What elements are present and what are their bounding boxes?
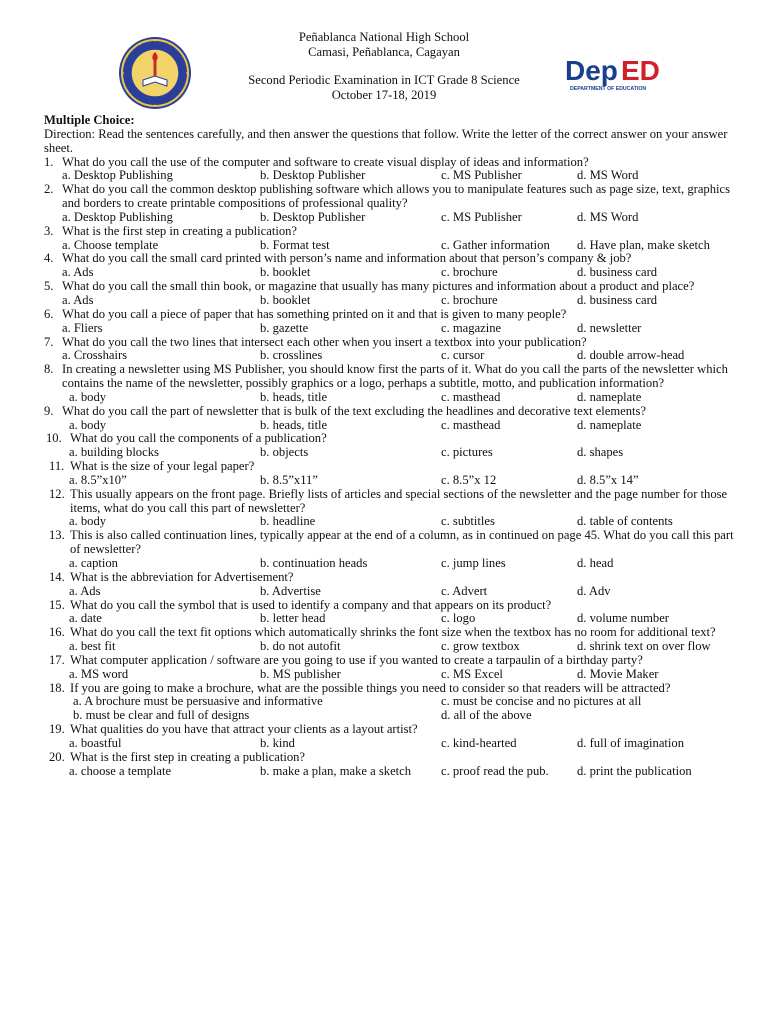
answer-choice: a. Desktop Publishing <box>62 209 173 224</box>
answer-choice: b. Desktop Publisher <box>260 209 366 224</box>
question-text: What do you call the symbol that is used to identify a company and that appears on its product? <box>70 597 552 612</box>
answer-choice: a. caption <box>69 556 118 570</box>
question-item <box>44 682 734 724</box>
answer-choice: c. MS Publisher <box>441 209 522 224</box>
choices-row <box>44 709 734 723</box>
question-item <box>44 529 734 571</box>
choices-row <box>44 695 734 709</box>
answer-choice: c. grow textbox <box>441 639 520 654</box>
choices-row <box>44 322 734 336</box>
question-number: 12. <box>49 486 65 501</box>
school-address: Camasi, Peñablanca, Cagayan <box>308 45 460 59</box>
answer-choice: b. Advertise <box>260 583 321 598</box>
svg-text:DEPARTMENT OF EDUCATION: DEPARTMENT OF EDUCATION <box>570 86 647 92</box>
choices-row <box>44 211 734 225</box>
directions: Direction: Read the sentences carefully, and then answer the questions that follow. Write the letter of the correct answer on your answer sheet. <box>44 126 728 155</box>
answer-choice: a. Desktop Publishing <box>62 168 173 183</box>
question-item <box>44 225 734 253</box>
answer-choice: c. kind-hearted <box>441 735 517 750</box>
answer-choice: d. Adv <box>577 583 611 598</box>
choices-row <box>44 349 734 363</box>
question-item <box>44 336 734 364</box>
choices-row <box>44 446 734 460</box>
question-number: 1. <box>44 154 54 169</box>
choices-row <box>44 737 734 751</box>
answer-choice: c. pictures <box>441 445 493 460</box>
answer-choice: b. 8.5”x11” <box>260 472 318 487</box>
question-number: 4. <box>44 251 54 266</box>
question-list <box>44 156 734 779</box>
choices-row <box>44 515 734 529</box>
answer-choice: d. nameplate <box>577 389 642 404</box>
answer-choice: d. MS Word <box>577 168 639 183</box>
answer-choice: d. MS Word <box>577 209 639 224</box>
question-item <box>44 460 734 488</box>
question-number: 9. <box>44 403 54 418</box>
question-text: What do you call the small thin book, or magazine that usually has many pictures and information about a product and place? <box>62 279 695 294</box>
question-number: 20. <box>49 749 65 764</box>
answer-choice: c. must be concise and no pictures at all <box>441 694 642 709</box>
answer-choice: c. magazine <box>441 320 502 335</box>
svg-text:Dep: Dep <box>565 55 618 86</box>
answer-choice: d. all of the above <box>441 708 532 723</box>
question-text: What is the first step in creating a publication? <box>62 223 298 238</box>
question-item <box>44 599 734 627</box>
answer-choice: d. double arrow-head <box>577 348 685 363</box>
answer-choice: a. MS word <box>69 666 129 681</box>
answer-choice: a. body <box>69 389 107 404</box>
question-item <box>44 156 734 184</box>
question-number: 3. <box>44 223 54 238</box>
answer-choice: a. Fliers <box>62 320 103 335</box>
question-text: What is the abbreviation for Advertisement? <box>70 569 294 584</box>
question-text: What do you call the part of newsletter that is bulk of the text excluding the headlines and decorative text elements? <box>62 403 647 418</box>
question-number: 10. <box>46 431 62 446</box>
answer-choice: b. continuation heads <box>260 556 368 570</box>
answer-choice: b. letter head <box>260 611 326 626</box>
answer-choice: d. shapes <box>577 445 624 460</box>
answer-choice: b. objects <box>260 445 309 460</box>
question-number: 11. <box>49 459 65 474</box>
answer-choice: a. best fit <box>69 639 116 654</box>
answer-choice: b. do not autofit <box>260 639 341 654</box>
answer-choice: a. body <box>69 417 107 432</box>
question-number: 19. <box>49 722 65 737</box>
question-number: 13. <box>49 528 65 543</box>
answer-choice: c. MS Excel <box>441 666 503 681</box>
answer-choice: a. building blocks <box>69 445 159 460</box>
answer-choice: a. Crosshairs <box>62 348 128 363</box>
question-item <box>44 751 734 779</box>
choices-row <box>44 419 734 433</box>
answer-choice: a. body <box>69 514 107 529</box>
question-text: What do you call a piece of paper that has something printed on it and that is given to many people? <box>62 306 567 321</box>
answer-choice: b. kind <box>260 735 295 750</box>
answer-choice: b. MS publisher <box>260 666 341 681</box>
question-number: 2. <box>44 182 54 197</box>
question-number: 5. <box>44 279 54 294</box>
question-number: 14. <box>49 569 65 584</box>
deped-logo <box>565 53 669 93</box>
question-text: What do you call the two lines that intersect each other when you insert a textbox into your publication? <box>62 334 587 349</box>
question-item <box>44 654 734 682</box>
answer-choice: a. Ads <box>62 292 94 307</box>
question-item <box>44 363 734 405</box>
choices-row <box>44 266 734 280</box>
question-item <box>44 723 734 751</box>
question-text: This is also called continuation lines, typically appear at the end of a column, as in continued on page 45. What do you call this part of newsletter? <box>70 528 734 557</box>
answer-choice: d. full of imagination <box>577 735 685 750</box>
answer-choice: a. A brochure must be persuasive and informative <box>73 694 323 709</box>
choices-row <box>44 239 734 253</box>
answer-choice: b. booklet <box>260 292 311 307</box>
question-text: What computer application / software are you going to use if you wanted to create a tarpaulin of a birthday party? <box>70 652 643 667</box>
answer-choice: b. must be clear and full of designs <box>73 708 250 723</box>
answer-choice: d. Have plan, make sketch <box>577 237 710 252</box>
answer-choice: b. Format test <box>260 237 330 252</box>
answer-choice: d. business card <box>577 265 658 280</box>
question-item <box>44 432 734 460</box>
question-item <box>44 571 734 599</box>
question-text: What do you call the use of the computer and software to create visual display of ideas and information? <box>62 154 589 169</box>
question-item <box>44 626 734 654</box>
answer-choice: b. gazette <box>260 320 309 335</box>
choices-row <box>44 557 734 571</box>
answer-choice: c. subtitles <box>441 514 495 529</box>
choices-row <box>44 668 734 682</box>
answer-choice: b. heads, title <box>260 417 328 432</box>
question-text: What do you call the small card printed with person’s name and information about that person’s company & job? <box>62 251 632 266</box>
question-text: What do you call the common desktop publishing software which allows you to manipulate features such as page size, text, graphics and borders to create printable compositions of professional quality? <box>62 182 730 211</box>
answer-choice: b. Desktop Publisher <box>260 168 366 183</box>
choices-row <box>44 391 734 405</box>
choices-row <box>44 585 734 599</box>
answer-choice: a. Ads <box>69 583 101 598</box>
exam-date: October 17-18, 2019 <box>331 88 437 102</box>
question-number: 18. <box>49 680 65 695</box>
answer-choice: c. masthead <box>441 417 501 432</box>
answer-choice: a. Choose template <box>62 237 159 252</box>
answer-choice: b. crosslines <box>260 348 323 363</box>
question-item <box>44 252 734 280</box>
answer-choice: c. MS Publisher <box>441 168 522 183</box>
answer-choice: c. logo <box>441 611 476 626</box>
question-text: This usually appears on the front page. Briefly lists of articles and special sections of the newsletter and the page number for those items, what do you call this part of newsletter? <box>70 486 728 515</box>
question-number: 15. <box>49 597 65 612</box>
school-name: Peñablanca National High School <box>298 30 470 44</box>
section-title: Multiple Choice: <box>44 113 135 127</box>
question-item <box>44 308 734 336</box>
answer-choice: c. brochure <box>441 265 498 280</box>
question-item <box>44 405 734 433</box>
question-text: What is the first step in creating a publication? <box>70 749 306 764</box>
answer-choice: d. 8.5”x 14” <box>577 472 639 487</box>
question-number: 16. <box>49 625 65 640</box>
exam-title: Second Periodic Examination in ICT Grade 8 Science <box>248 73 520 87</box>
answer-choice: d. table of contents <box>577 514 673 529</box>
answer-choice: b. booklet <box>260 265 311 280</box>
answer-choice: a. 8.5”x10” <box>69 472 127 487</box>
question-text: What do you call the text fit options which automatically shrinks the font size when the textbox has no room for additional text? <box>70 625 716 640</box>
exam-content <box>44 114 734 779</box>
question-text: What is the size of your legal paper? <box>70 459 255 474</box>
question-item <box>44 280 734 308</box>
answer-choice: d. nameplate <box>577 417 642 432</box>
answer-choice: c. Gather information <box>441 237 550 252</box>
choices-row <box>44 612 734 626</box>
answer-choice: c. proof read the pub. <box>441 763 549 778</box>
answer-choice: d. print the publication <box>577 763 692 778</box>
answer-choice: a. boastful <box>69 735 122 750</box>
answer-choice: c. Advert <box>441 583 488 598</box>
answer-choice: a. date <box>69 611 102 626</box>
answer-choice: d. business card <box>577 292 658 307</box>
answer-choice: d. newsletter <box>577 320 642 335</box>
question-text: In creating a newsletter using MS Publisher, you should know first the parts of it. What do you call the parts of the newsletter which contains the name of the newsletter, possibly graphics or a logo, perhaps a subtitle, motto, and publication information? <box>62 362 728 391</box>
question-item <box>44 183 734 225</box>
question-number: 6. <box>44 306 54 321</box>
answer-choice: b. headline <box>260 514 316 529</box>
answer-choice: c. 8.5”x 12 <box>441 472 497 487</box>
choices-row <box>44 169 734 183</box>
answer-choice: b. heads, title <box>260 389 328 404</box>
answer-choice: d. volume number <box>577 611 669 626</box>
choices-row <box>44 640 734 654</box>
choices-row <box>44 765 734 779</box>
answer-choice: c. masthead <box>441 389 501 404</box>
svg-text:ED: ED <box>621 55 660 86</box>
answer-choice: d. shrink text on over flow <box>577 639 711 654</box>
school-seal-logo <box>118 36 192 110</box>
question-number: 17. <box>49 652 65 667</box>
question-number: 8. <box>44 362 54 377</box>
choices-row <box>44 294 734 308</box>
answer-choice: d. head <box>577 556 614 570</box>
question-text: If you are going to make a brochure, what are the possible things you need to consider so that readers will be attracted? <box>70 680 671 695</box>
answer-choice: a. Ads <box>62 265 94 280</box>
question-number: 7. <box>44 334 54 349</box>
answer-choice: b. make a plan, make a sketch <box>260 763 412 778</box>
answer-choice: c. brochure <box>441 292 498 307</box>
choices-row <box>44 474 734 488</box>
answer-choice: c. jump lines <box>441 556 506 570</box>
answer-choice: c. cursor <box>441 348 485 363</box>
answer-choice: d. Movie Maker <box>577 666 659 681</box>
question-text: What qualities do you have that attract your clients as a layout artist? <box>70 722 418 737</box>
question-text: What do you call the components of a publication? <box>70 431 327 446</box>
question-item <box>44 488 734 530</box>
answer-choice: a. choose a template <box>69 763 172 778</box>
